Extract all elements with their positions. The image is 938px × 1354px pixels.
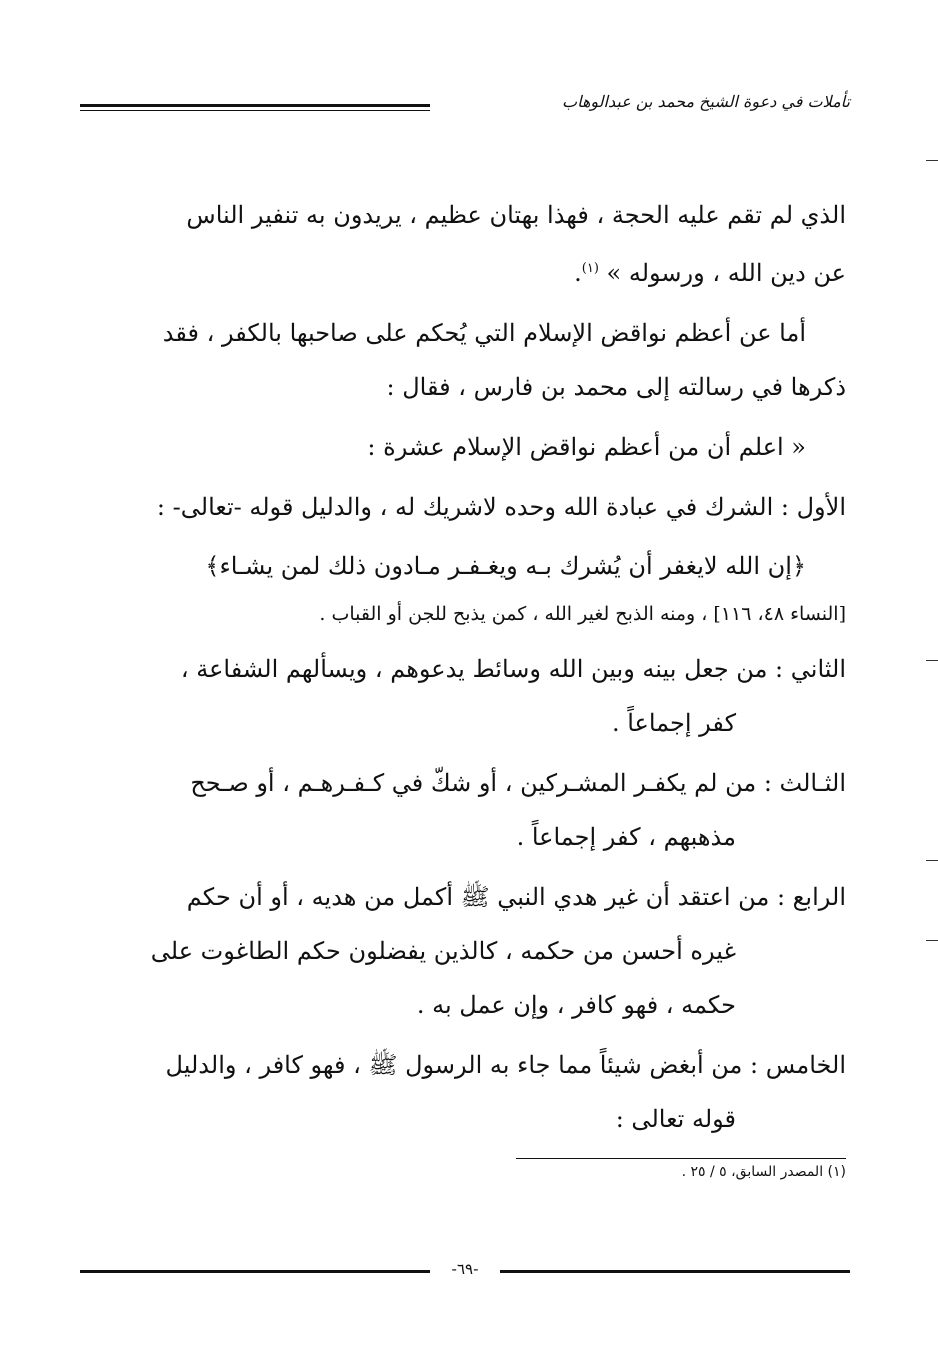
text-line: الذي لم تقم عليه الحجة ، فهذا بهتان عظيم ، يريدون به تنفير الناس: [186, 201, 846, 229]
margin-mark: [926, 660, 938, 661]
text-line: مذهبهم ، كفر إجماعاً .: [516, 823, 736, 851]
quran-verse: ﴿إن الله لايغفر أن يُشرك بـه ويغـفـر مـادون ذلك لمن يشـاء﴾: [205, 552, 806, 580]
margin-mark: [926, 860, 938, 861]
text-line: الرابع : من اعتقد أن غير هدي النبي ﷺ أكمل من هديه ، أو أن حكم: [186, 883, 846, 911]
item-first: [76, 480, 846, 534]
text-line: غيره أحسن من حكمه ، كالذين يفضلون حكم الطاغوت على: [150, 937, 736, 965]
footnote-rule: [516, 1158, 846, 1159]
item-second: [76, 642, 846, 750]
folio-rule-right: [500, 1270, 850, 1273]
folio-rule-left: [80, 1270, 430, 1273]
header-title: تأملات في دعوة الشيخ محمد بن عبدالوهاب: [562, 92, 850, 111]
paragraph-2-cont: [76, 360, 846, 414]
text-segment: عن دين الله ، ورسوله »: [606, 259, 846, 287]
paragraph-1: [76, 188, 846, 300]
item-fifth: [76, 1038, 846, 1146]
footnote-ref: (١): [581, 261, 599, 276]
period: .: [574, 259, 582, 287]
text-line: الثـالث : من لم يكفـر المشـركين ، أو شكّ في كـفـرهـم ، أو صـحح: [190, 769, 846, 797]
text-line: قوله تعالى :: [615, 1105, 736, 1133]
text-line: ذكرها في رسالته إلى محمد بن فارس ، فقال :: [386, 373, 846, 401]
header-rule-thin: [80, 110, 430, 111]
text-line: حكمه ، فهو كافر ، وإن عمل به .: [416, 991, 736, 1019]
running-header: [80, 92, 850, 120]
text-line: الخامس : من أبغض شيئاً مما جاء به الرسول ﷺ ، فهو كافر ، والدليل: [165, 1051, 846, 1079]
text-line: [76, 242, 846, 300]
paragraph-2: [76, 306, 846, 360]
page-number: -٦٩-: [451, 1260, 479, 1278]
text-line: الثاني : من جعل بينه وبين الله وسائط يدعوهم ، ويسألهم الشفاعة ،: [180, 655, 846, 683]
verse-reference: [النساء ٤٨، ١١٦] ، ومنه الذبح لغير الله ، كمن يذبح للجن أو القباب .: [319, 603, 846, 625]
item-fourth: [76, 870, 846, 1032]
text-line: كفر إجماعاً .: [611, 709, 736, 737]
paragraph-quote-start: [76, 420, 846, 474]
page-number-bar: [80, 1262, 850, 1282]
text-line: الأول : الشرك في عبادة الله وحده لاشريك له ، والدليل قوله -تعالى- :: [156, 493, 846, 521]
margin-mark: [926, 940, 938, 941]
text-line: أما عن أعظم نواقض الإسلام التي يُحكم على صاحبها بالكفر ، فقد: [162, 319, 806, 347]
text-line: « اعلم أن من أعظم نواقض الإسلام عشرة :: [367, 433, 806, 461]
footnote: (١) المصدر السابق، ٥ / ٢٥ .: [681, 1164, 846, 1180]
item-third: [76, 756, 846, 864]
header-rule-thick: [80, 104, 430, 107]
margin-mark: [926, 160, 938, 161]
page-body: [76, 188, 846, 1152]
